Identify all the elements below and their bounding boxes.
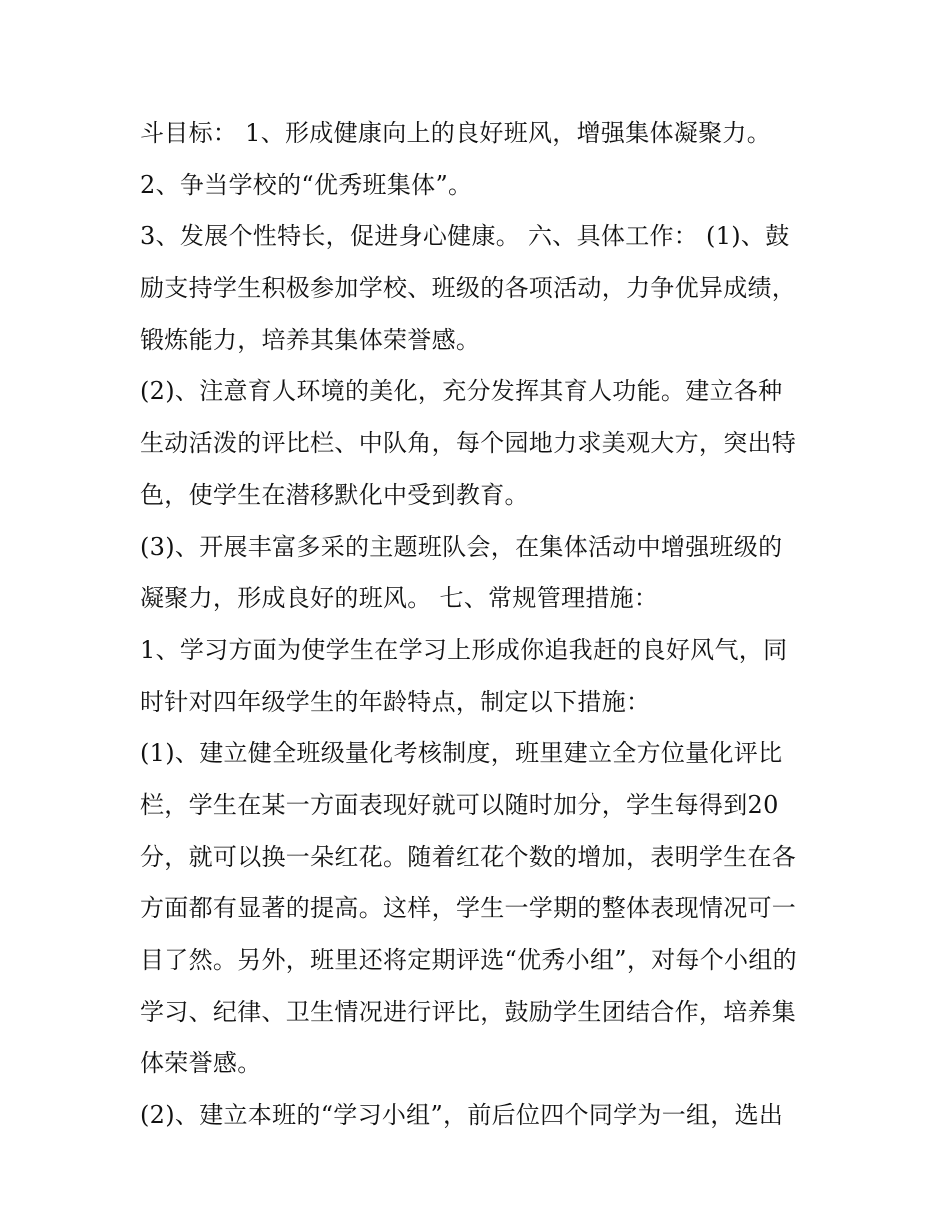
text-line: 体荣誉感。 [140, 1049, 262, 1078]
text-line: 凝聚力，形成良好的班风。 七、常规管理措施： [140, 584, 659, 613]
document-body [140, 108, 820, 1142]
text-line: 学习、纪律、卫生情况进行评比，鼓励学生团结合作，培养集 [140, 997, 797, 1026]
text-line: 色，使学生在潜移默化中受到教育。 [140, 480, 529, 509]
text-line: 3、发展个性特长，促进身心健康。 六、具体工作： (1)、鼓 [140, 222, 790, 251]
text-line: (1)、建立健全班级量化考核制度，班里建立全方位量化评比 [140, 739, 783, 768]
text-line: 方面都有显著的提高。这样，学生一学期的整体表现情况可一 [140, 894, 797, 923]
text-line: (2)、注意育人环境的美化，充分发挥其育人功能。建立各种 [140, 377, 783, 406]
text-line: 分，就可以换一朵红花。随着红花个数的增加，表明学生在各 [140, 842, 797, 871]
text-line: 1、学习方面为使学生在学习上形成你追我赶的良好风气，同 [140, 635, 788, 664]
text-line: 生动活泼的评比栏、中队角，每个园地力求美观大方，突出特 [140, 429, 797, 458]
text-line: 目了然。另外，班里还将定期评选“优秀小组”，对每个小组的 [140, 946, 797, 974]
text-line: (2)、建立本班的“学习小组”，前后位四个同学为一组，选出 [140, 1101, 784, 1130]
text-line: 2、争当学校的“优秀班集体”。 [140, 170, 473, 199]
text-line: 励支持学生积极参加学校、班级的各项活动，力争优异成绩， [140, 274, 797, 303]
text-line: 斗目标： 1、形成健康向上的良好班风，增强集体凝聚力。 [140, 119, 771, 147]
text-line: 锻炼能力，培养其集体荣誉感。 [140, 325, 481, 354]
text-line: (3)、开展丰富多采的主题班队会，在集体活动中增强班级的 [140, 532, 783, 561]
text-line: 时针对四年级学生的年龄特点，制定以下措施： [140, 687, 651, 716]
text-line: 栏，学生在某一方面表现好就可以随时加分，学生每得到20 [140, 790, 779, 819]
